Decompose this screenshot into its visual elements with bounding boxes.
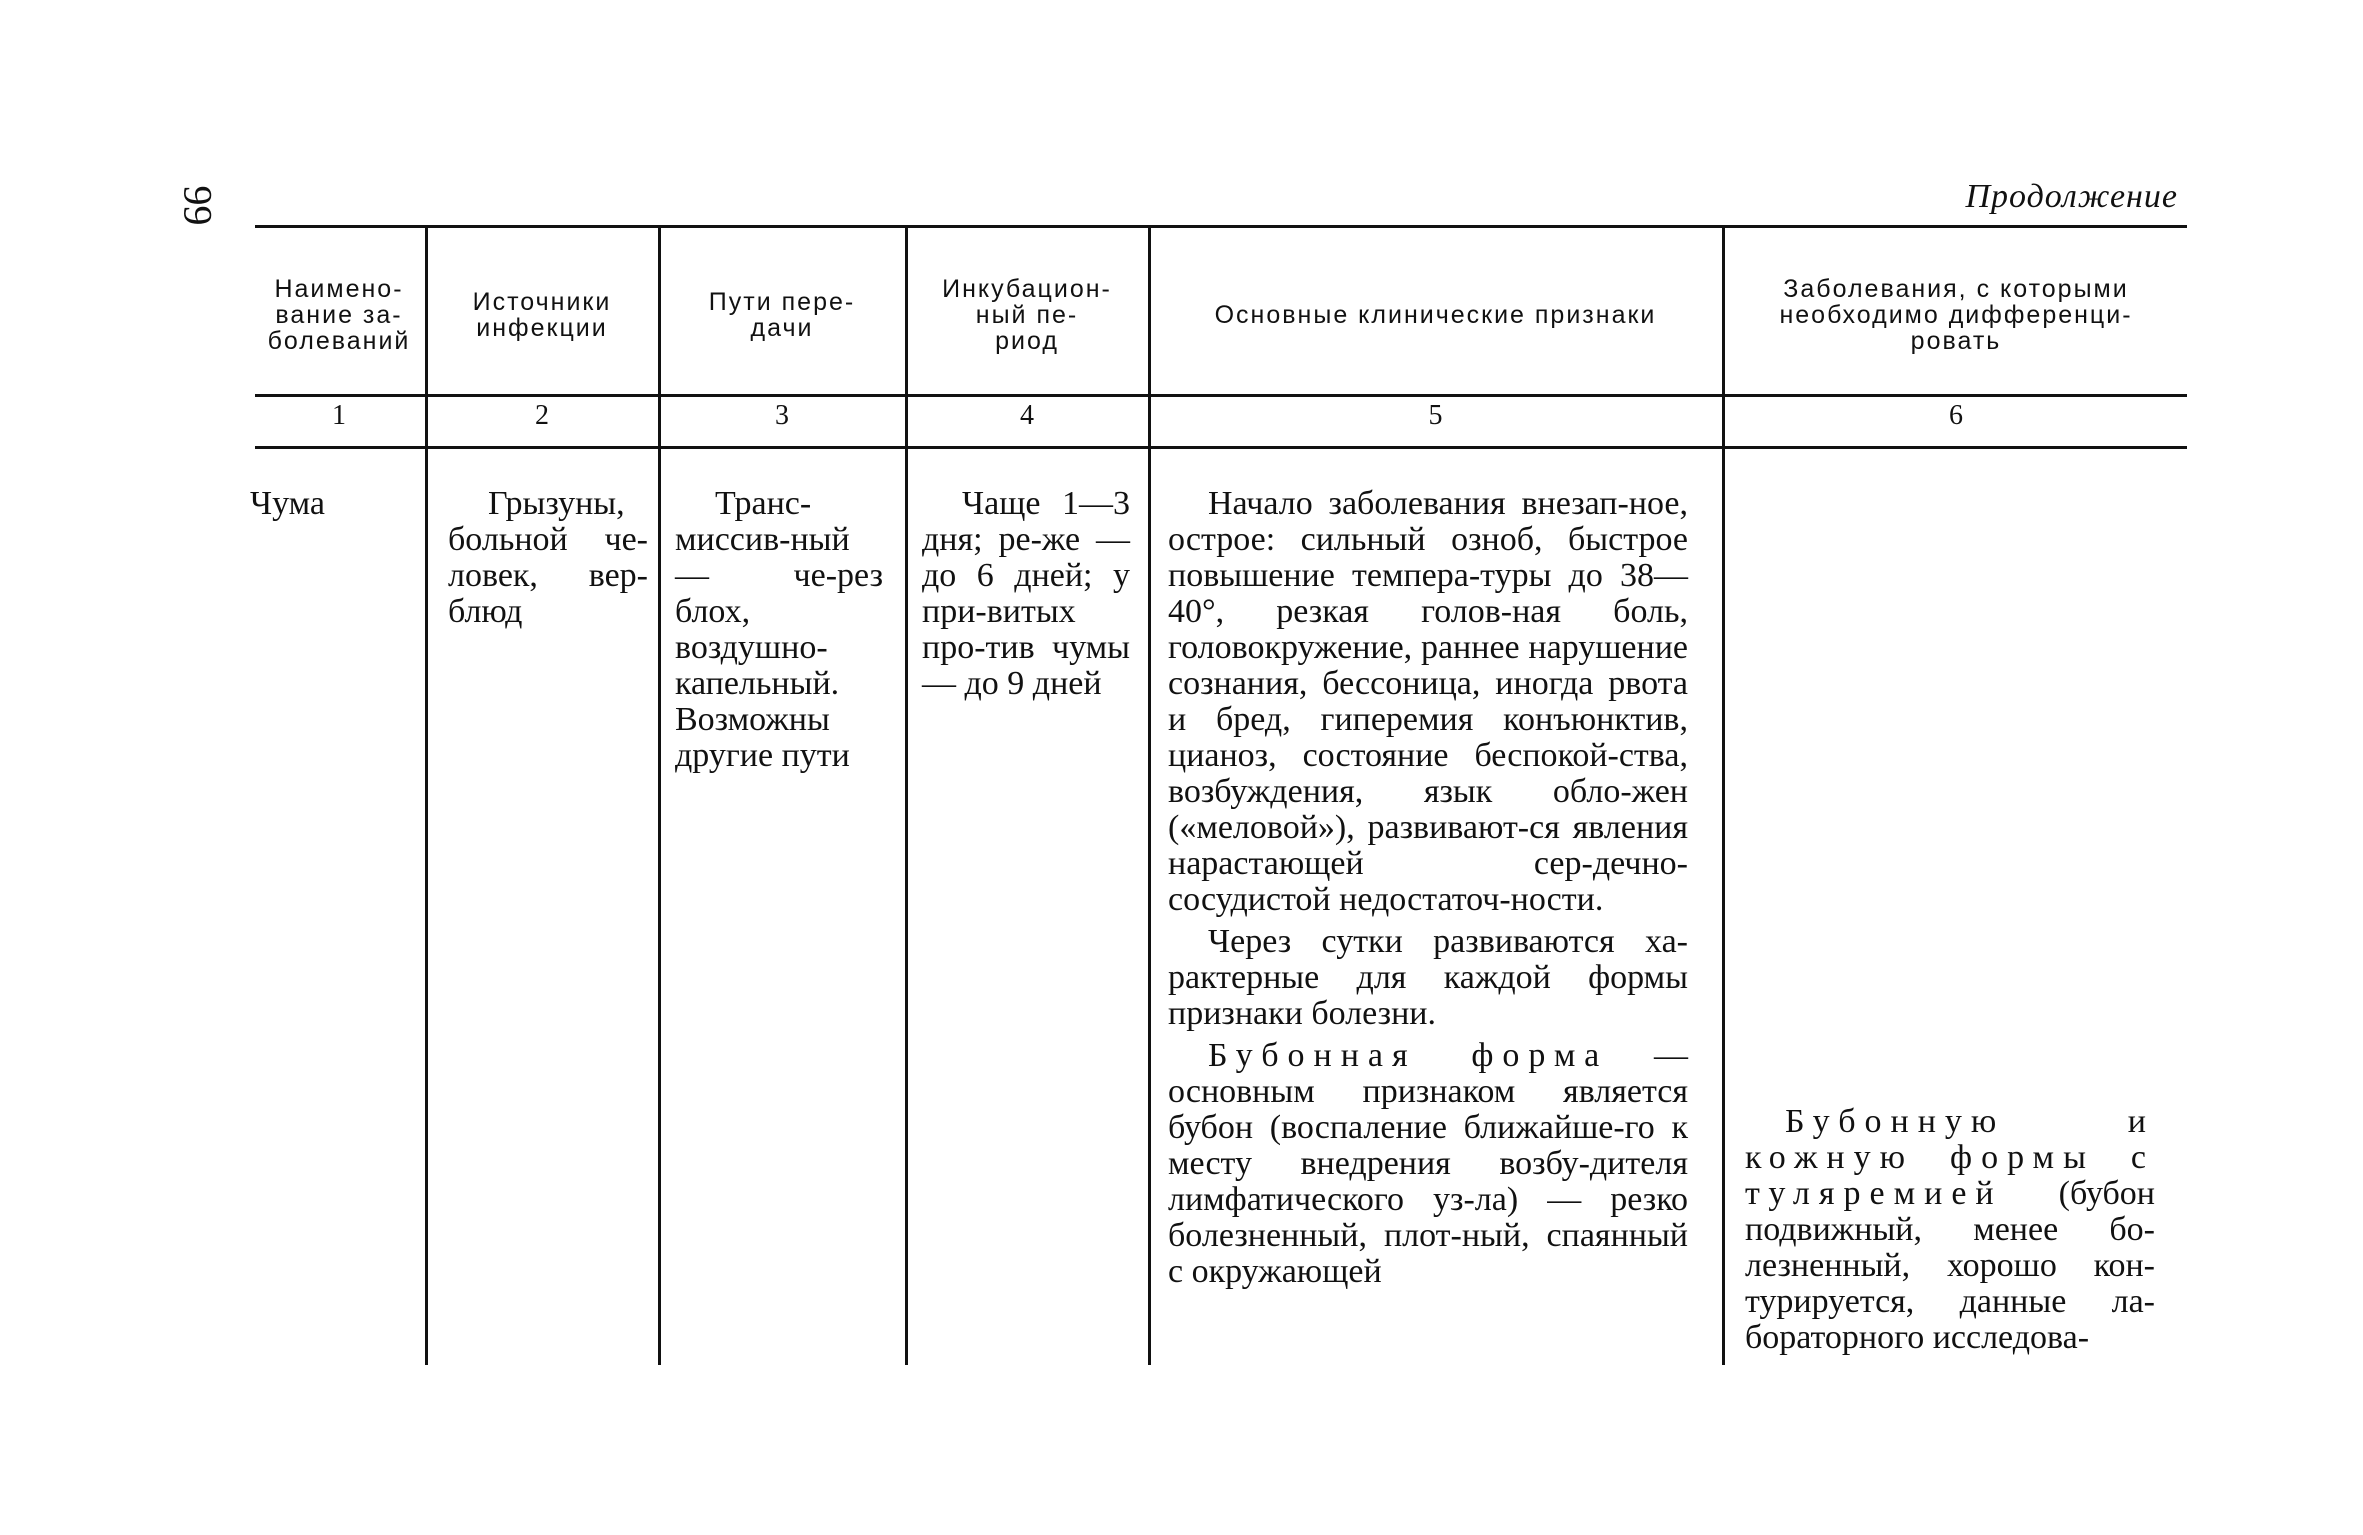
column-number: 3 xyxy=(775,400,789,431)
header-clinical-signs: Основные клинические признаки xyxy=(1214,301,1657,329)
differential-heading: Бубонную и кожную формы с туляремией xyxy=(1745,1103,2155,1212)
differential-paragraph xyxy=(1745,1104,2155,1356)
header-incubation-period: Инкубацион- ный пе- риод xyxy=(942,275,1112,355)
header-transmission-routes: Пути пере- дачи xyxy=(708,288,856,342)
column-divider xyxy=(905,225,908,1365)
bubonic-form-text: — основным признаком является бубон (воспаление ближайше-го к месту внедрения возбу-дителя лимфатического уз-ла) — резко болезненный, плот-ный, спаянный с окружающей xyxy=(1168,1037,1688,1290)
differential-text: (бубон подвижный, менее бо-лезненный, хорошо кон-турируется, данные ла-бораторного исследова- xyxy=(1745,1175,2155,1356)
clinical-paragraph xyxy=(1168,1038,1688,1290)
table-top-rule xyxy=(255,225,2187,228)
column-number: 2 xyxy=(535,400,549,431)
continuation-label: Продолжение xyxy=(1965,178,2178,215)
column-divider xyxy=(658,225,661,1365)
infection-sources: Грызуны, больной че-ловек, вер-блюд xyxy=(448,485,648,630)
column-divider xyxy=(425,225,428,1365)
column-divider xyxy=(1148,225,1151,1365)
transmission-routes: Транс-миссив-ный — че-рез блох, воздушно-капельный. Возможны другие пути xyxy=(675,485,883,774)
bubonic-form-heading: Бубонная форма xyxy=(1208,1037,1609,1074)
incubation-period: Чаще 1—3 дня; ре-же — до 6 дней; у при-витых про-тив чумы— до 9 дней xyxy=(922,485,1130,702)
column-number: 5 xyxy=(1428,400,1443,431)
differential-diagnosis xyxy=(1745,1104,2155,1356)
clinical-signs xyxy=(1168,486,1688,1290)
clinical-paragraph: Через сутки развиваются ха-рактерные для каждой формы признаки болезни. xyxy=(1168,923,1688,1032)
column-number: 1 xyxy=(332,400,346,431)
page-number: 99 xyxy=(175,185,221,226)
column-number: 6 xyxy=(1949,400,1963,431)
header-infection-sources: Источники инфекции xyxy=(472,288,612,342)
column-number: 4 xyxy=(1020,400,1034,431)
header-disease-name: Наимено- вание за- болеваний xyxy=(267,275,411,355)
column-divider xyxy=(1722,225,1725,1365)
numbers-bottom-rule xyxy=(255,446,2187,449)
header-bottom-rule xyxy=(255,394,2187,397)
clinical-paragraph: Начало заболевания внезап-ное, острое: сильный озноб, быстрое повышение темпера-туры до 38—40°, резкая голов-ная боль, головокружение, раннее нарушение сознания, бессоница, иногда рвота и бред, гиперемия конъюнктив, цианоз, состояние беспокой-ства, возбуждения, язык обло-жен («меловой»), развивают-ся явления нарастающей сер-дечно-сосудистой недостаточ-ности. xyxy=(1168,485,1688,918)
disease-name: Чума xyxy=(250,485,326,522)
header-differential: Заболевания, с которыми необходимо дифференци- ровать xyxy=(1779,275,2133,355)
